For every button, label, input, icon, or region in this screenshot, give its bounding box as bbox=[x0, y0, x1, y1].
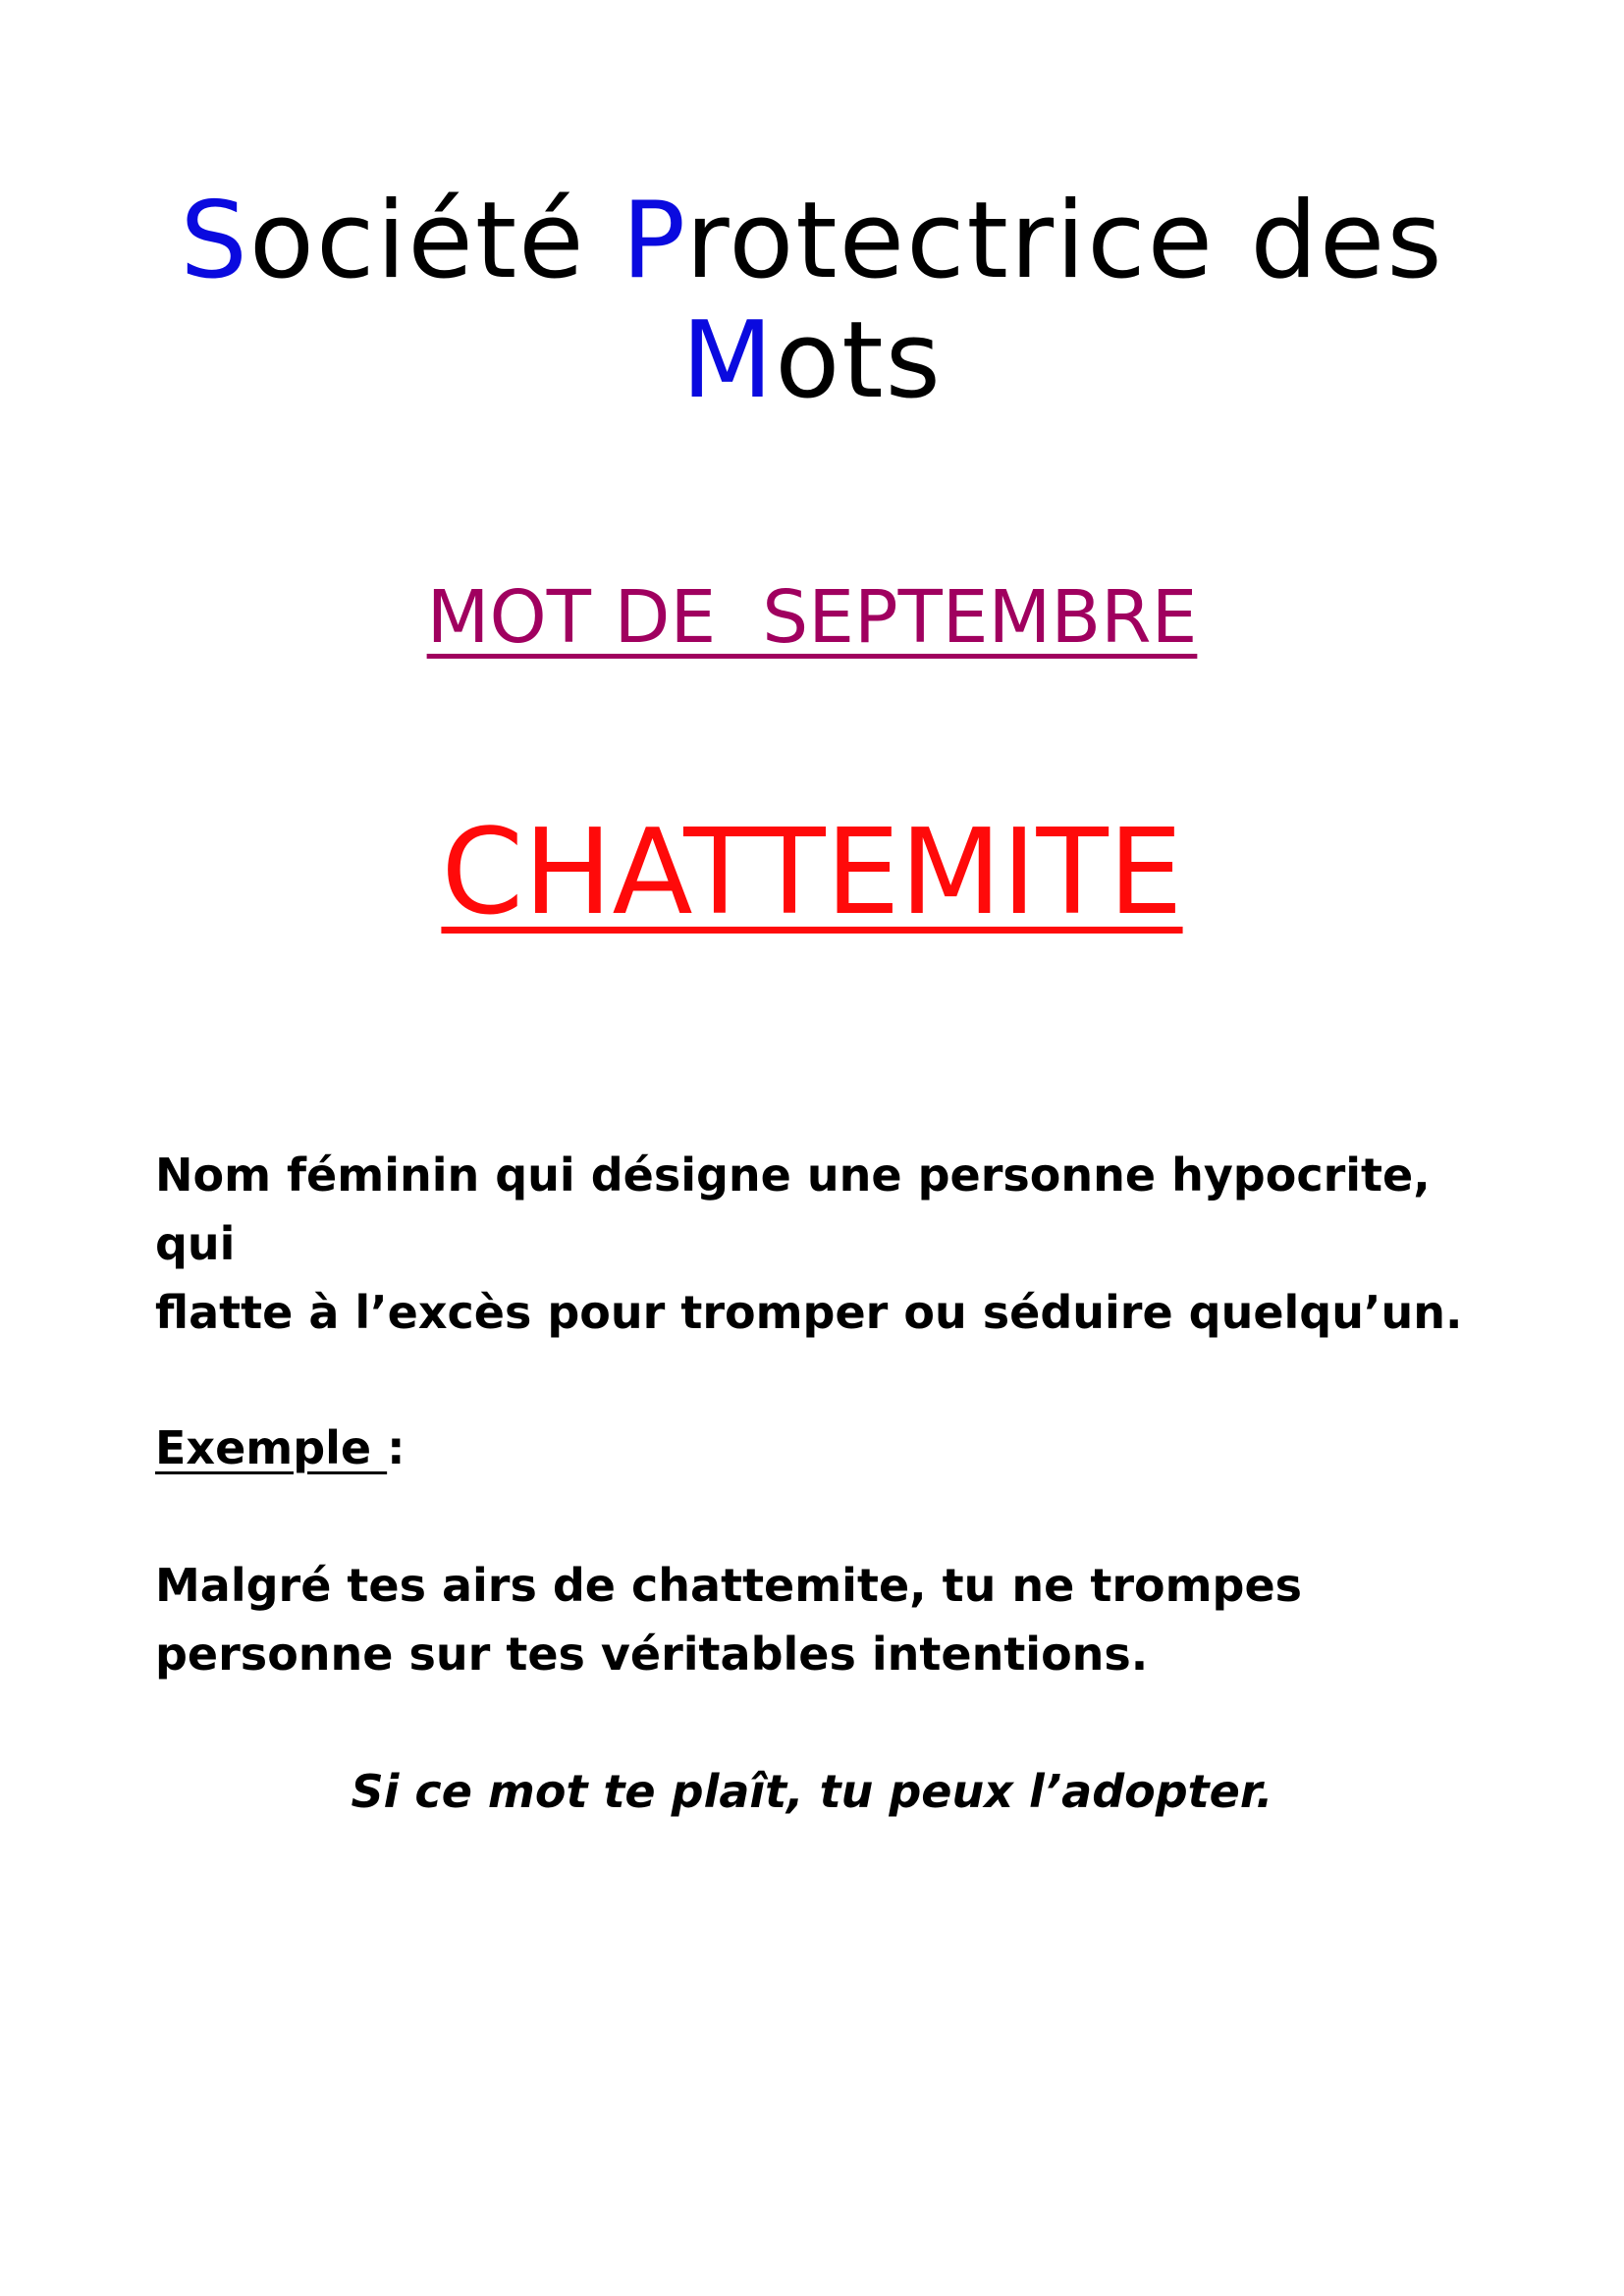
title-initial-s: S bbox=[180, 180, 249, 302]
example-colon: : bbox=[387, 1421, 406, 1474]
example-line-1: Malgré tes airs de chattemite, tu ne trompes bbox=[155, 1559, 1303, 1612]
title-initial-m: M bbox=[681, 299, 776, 422]
definition-text bbox=[155, 1141, 1471, 1347]
title-part-protectrice: rotectrice des bbox=[685, 180, 1444, 302]
title-initial-p: P bbox=[621, 180, 686, 302]
example-line-2: personne sur tes véritables intentions. bbox=[155, 1628, 1149, 1681]
word-heading bbox=[137, 805, 1487, 942]
example-sentence bbox=[155, 1551, 1471, 1688]
definition-line-1: Nom féminin qui désigne une personne hypocrite, qui bbox=[155, 1148, 1431, 1270]
organization-title bbox=[137, 182, 1487, 421]
month-heading bbox=[137, 573, 1487, 662]
example-label: Exemple bbox=[155, 1421, 388, 1474]
closing-invitation: Si ce mot te plaît, tu peux l’adopter. bbox=[351, 1765, 1273, 1818]
title-part-societe: ociété bbox=[248, 180, 622, 302]
month-title: MOT DE SEPTEMBRE bbox=[426, 575, 1198, 660]
featured-word: CHATTEMITE bbox=[441, 805, 1183, 941]
title-part-mots: ots bbox=[775, 299, 943, 422]
definition-line-2: flatte à l’excès pour tromper ou séduire quelqu’un. bbox=[155, 1286, 1463, 1339]
example-heading bbox=[155, 1414, 941, 1482]
